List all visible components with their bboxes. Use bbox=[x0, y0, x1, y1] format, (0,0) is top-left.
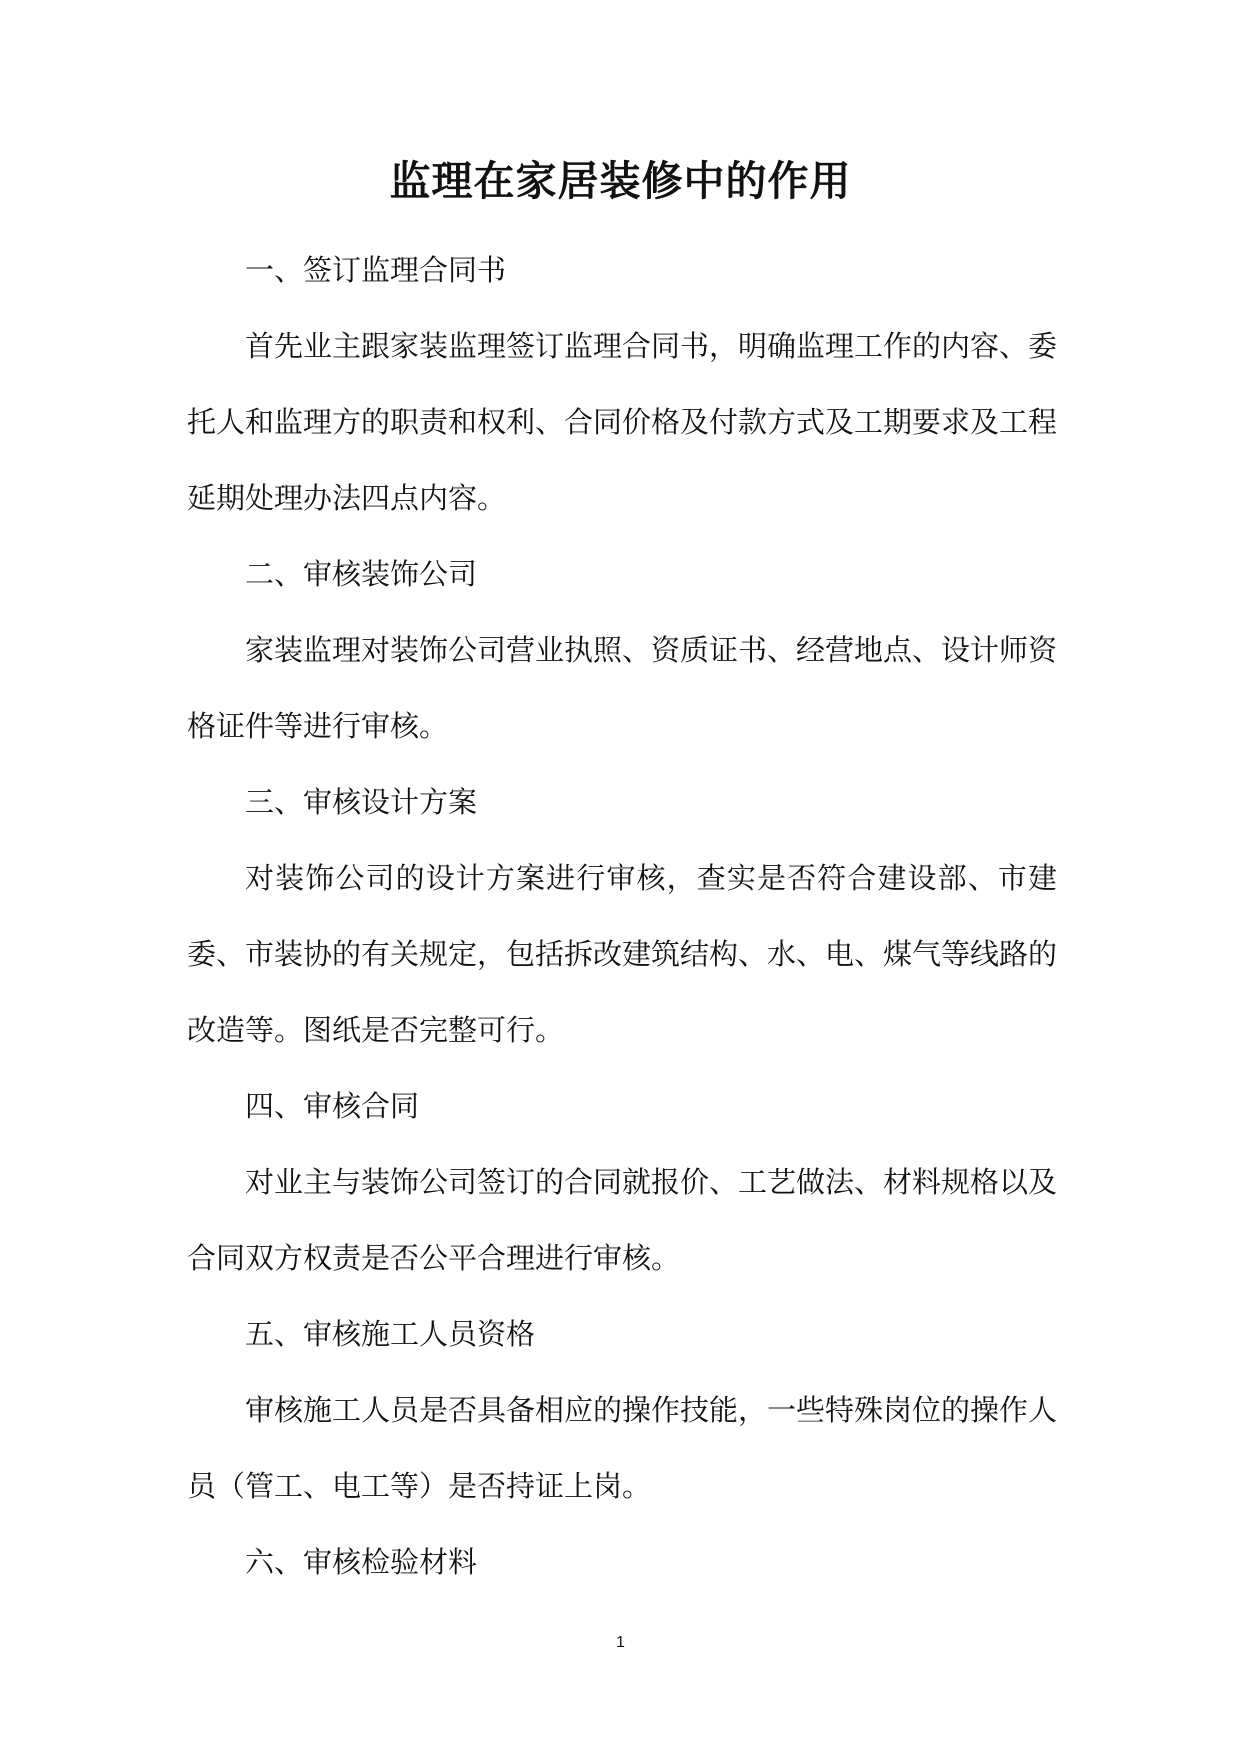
section-heading-6: 六、审核检验材料 bbox=[245, 1545, 478, 1579]
section-heading-2: 二、审核装饰公司 bbox=[245, 557, 478, 591]
section-heading-4: 四、审核合同 bbox=[245, 1089, 420, 1123]
section-paragraph-2: 家装监理对装饰公司营业执照、资质证书、经营地点、设计师资格证件等进行审核。 bbox=[187, 633, 1058, 743]
document-body bbox=[187, 232, 1057, 1600]
section-paragraph-1: 首先业主跟家装监理签订监理合同书，明确监理工作的内容、委托人和监理方的职责和权利、合同价格及付款方式及工期要求及工程延期处理办法四点内容。 bbox=[187, 329, 1058, 515]
section-paragraph-4: 对业主与装饰公司签订的合同就报价、工艺做法、材料规格以及合同双方权责是否公平合理进行审核。 bbox=[187, 1165, 1058, 1275]
page-number: 1 bbox=[616, 1634, 625, 1651]
document-title: 监理在家居装修中的作用 bbox=[389, 157, 852, 205]
section-paragraph-5: 审核施工人员是否具备相应的操作技能，一些特殊岗位的操作人员（管工、电工等）是否持证上岗。 bbox=[187, 1393, 1058, 1503]
section-heading-5: 五、审核施工人员资格 bbox=[245, 1317, 536, 1351]
section-paragraph-3: 对装饰公司的设计方案进行审核，查实是否符合建设部、市建委、市装协的有关规定，包括拆改建筑结构、水、电、煤气等线路的改造等。图纸是否完整可行。 bbox=[187, 861, 1058, 1047]
section-heading-1: 一、签订监理合同书 bbox=[245, 253, 507, 287]
section-heading-3: 三、审核设计方案 bbox=[245, 785, 478, 819]
